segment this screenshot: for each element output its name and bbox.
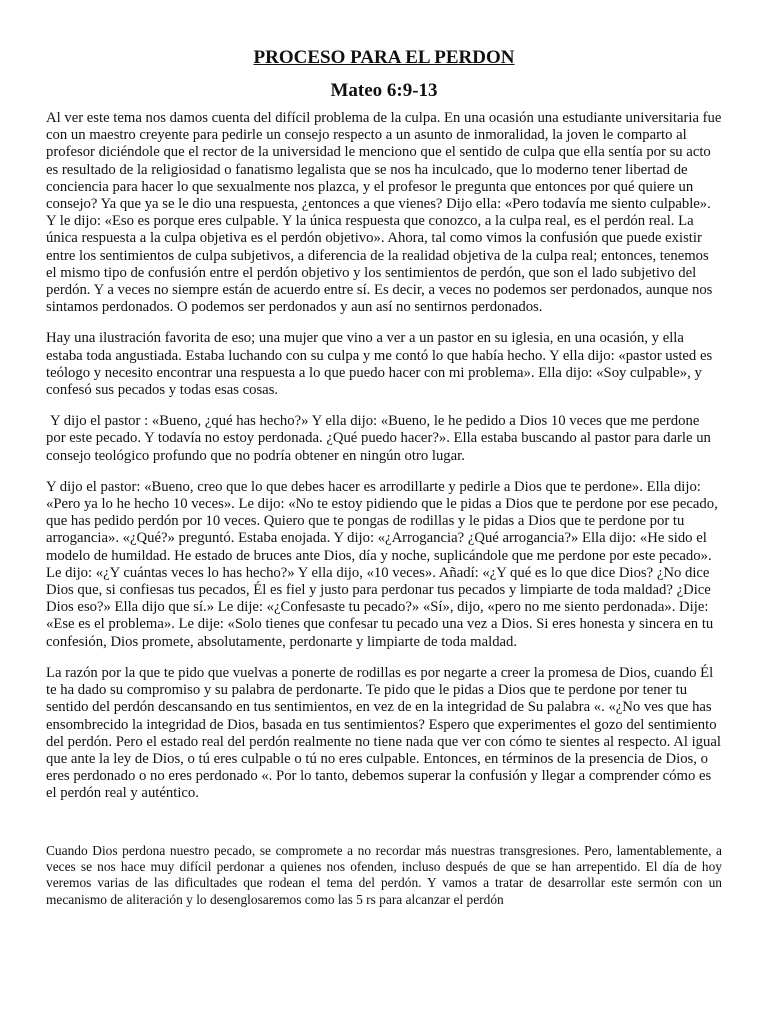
paragraph: Y dijo el pastor : «Bueno, ¿qué has hecho?» Y ella dijo: «Bueno, le he pedido a Dios 10 veces que me perdone por este pecado. Y todavía no estoy perdonada. ¿Qué puedo hacer?». Ella estaba buscando al pastor para darle un consejo teológico profundo que no podría obtener en ningún otro lugar.	[46, 413, 711, 464]
paragraph: Hay una ilustración favorita de eso; una mujer que vino a ver a un pastor en su iglesia, en una ocasión, y ella estaba toda angustiada. Estaba luchando con su culpa y me contó lo que había hecho. Y ella dijo: «pastor usted es teólogo y necesito encontrar una respuesta a lo que puedo hacer con mi problema». Ella dijo: «Soy culpable», y confesó sus pecados y todas esas cosas.	[46, 330, 713, 399]
page-subtitle: Mateo 6:9-13	[330, 80, 438, 101]
paragraph: Al ver este tema nos damos cuenta del difícil problema de la culpa. En una ocasión una estudiante universitaria fue con un maestro creyente para pedirle un consejo respecto a un asunto de inmoralidad, la joven le comparto al profesor diciéndole que el rector de la universidad le menciono que el sentido de culpa que ella sentía por su acto es resultado de la religiosidad o fanatismo legalista que se nos ha inculcado, que lo moderno tener libertad de conciencia para hacer lo que sexualmente nos plazca, y el profesor le pregunta que entonces por qué quiere un consejo? Ya que ya se le dio una respuesta, ¿entonces a que vienes? Dijo ella: «Pero todavía me siento culpable». Y le dijo: «Eso es porque eres culpable. Y la única respuesta que conozco, a la culpa real, es el perdón real. La única respuesta a la culpa objetiva es el perdón objetivo». Ahora, tal como vimos la confusión que puede existir entre los sentimientos de culpa subjetivos, a diferencia de la realidad objetiva de la culpa real; entonces, tenemos el mismo tipo de confusión entre el perdón objetivo y los sentimientos de perdón, que son el lado subjetivo del perdón. Y a veces no siempre están de acuerdo entre sí. Es decir, a veces no podemos ser perdonados, aunque nos sintamos perdonados. O podemos ser perdonados y aun así no sentirnos perdonados.	[46, 110, 722, 316]
page-title: PROCESO PARA EL PERDON	[253, 47, 515, 68]
paragraph: Y dijo el pastor: «Bueno, creo que lo que debes hacer es arrodillarte y pedirle a Dios que te perdone». Ella dijo: «Pero ya lo he hecho 10 veces». Le dijo: «No te estoy pidiendo que le pidas a Dios que te perdone por ese pecado, que has pedido perdón por 10 veces. Quiero que te pongas de rodillas y le pidas a Dios que te perdone por tu arrogancia». «¿Qué?» preguntó. Estaba enojada. Y dijo: «¿Arrogancia? ¿Qué arrogancia?» Ella dijo: «He sido el modelo de humildad. He estado de bruces ante Dios, día y noche, suplicándole que me perdone por este pecado». Le dijo: «¿Y cuántas veces lo has hecho?» Y ella dijo, «10 veces». Añadí: «¿Y qué es lo que dice Dios? ¿No dice Dios que, si confiesas tus pecados, Él es fiel y justo para perdonar tus pecados y limpiarte de toda maldad? ¿Dice Dios eso?» Ella dijo que sí.» Le dije: «¿Confesaste tu pecado?» «Sí», dijo, «pero no me siento perdonada». Dije: «Ese es el problema». Le dije: «Solo tienes que confesar tu pecado una vez a Dios. Si eres honesta y sincera en tu confesión, Dios promete, absolutamente, perdonarte y limpiarte de toda maldad.	[46, 478, 718, 650]
closing-paragraph: Cuando Dios perdona nuestro pecado, se compromete a no recordar más nuestras transgresiones. Pero, lamentablemente, a veces se nos hace muy difícil perdonar a quienes nos ofenden, incluso después de que se han arrepentido. El día de hoy veremos varias de las dificultades que rodean el tema del perdón. Y vamos a tratar de desarrollar este sermón con un mecanismo de aliteración y lo desenglosaremos como las 5 rs para alcanzar el perdón	[46, 842, 722, 907]
paragraph: La razón por la que te pido que vuelvas a ponerte de rodillas es por negarte a creer la promesa de Dios, cuando Él te ha dado su compromiso y su palabra de perdonarte. Te pido que le pidas a Dios que te perdone por tener tu sentido del perdón descansando en tus sentimientos, en vez de en la integridad de Su palabra «. «¿No ves que has ensombrecido la integridad de Dios, basada en tus sentimientos? Espero que experimentes el gozo del sentimiento del perdón. Pero el estado real del perdón realmente no tiene nada que ver con cómo te sientes al respecto. Al igual que ante la ley de Dios, o tú eres culpable o tú no eres culpable. Entonces, en términos de la presencia de Dios, o eres perdonado o no eres perdonado «. Por lo tanto, debemos superar la confusión y llegar a comprender cómo es el perdón real y auténtico.	[46, 664, 721, 802]
